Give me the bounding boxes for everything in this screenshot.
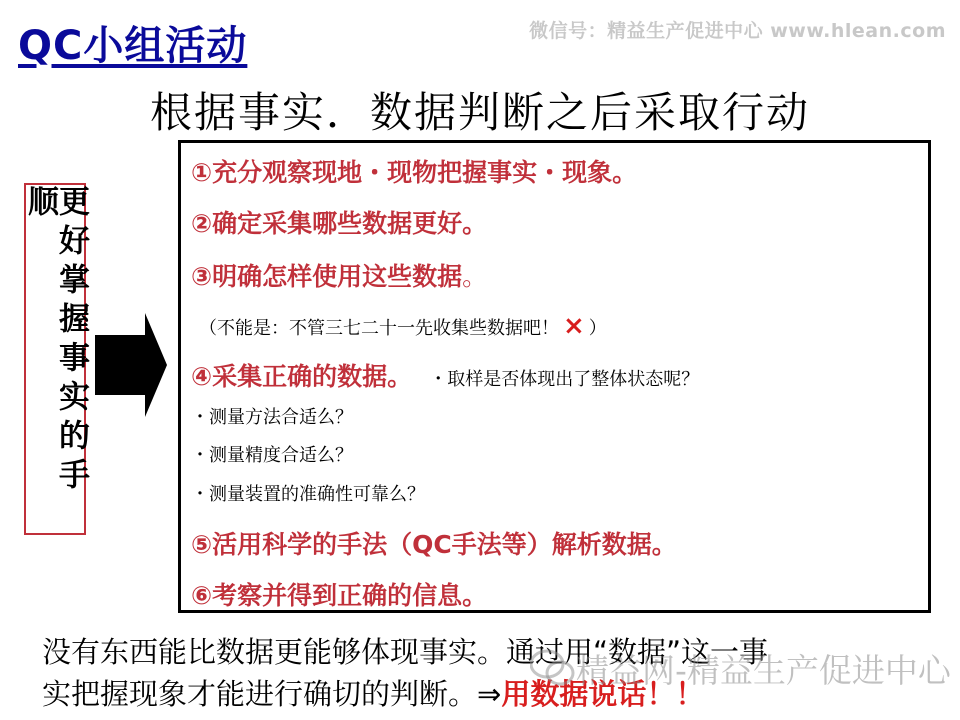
step-3-period: 。 xyxy=(462,262,488,291)
step-2: ②确定采集哪些数据更好。 xyxy=(191,209,488,238)
slide-subtitle: 根据事实．数据判断之后采取行动 xyxy=(149,88,810,137)
sub-item-device: ・测量装置的准确性可靠么？ xyxy=(191,484,425,505)
side-label-box xyxy=(22,183,89,535)
sub-item-precision: ・测量精度合适么？ xyxy=(191,445,353,466)
step-5: ⑤活用科学的手法（QC手法等）解析数据。 xyxy=(191,530,677,559)
step-4-text: ④采集正确的数据。 xyxy=(191,362,413,391)
footer-text: 实把握现象才能进行确切的判断。⇒ xyxy=(42,677,502,711)
step-3-text: ③明确怎样使用这些数据 xyxy=(191,262,463,291)
steps-box xyxy=(178,140,931,613)
side-label: 更好掌握事实的手顺 xyxy=(22,185,89,497)
footer-emphasis: 用数据说话！！ xyxy=(501,677,705,711)
right-arrow-icon xyxy=(95,313,169,417)
page-title: QC小组活动 xyxy=(18,23,248,69)
wechat-logo-icon xyxy=(530,648,576,688)
step-3 xyxy=(191,257,487,293)
watermark-bottom: 精益网-精益生产促进中心 xyxy=(576,651,951,690)
note-text: （不能是：不管三七二十一先收集些数据吧！ xyxy=(199,318,559,339)
step-4-note: ・取样是否体现出了整体状态呢？ xyxy=(429,369,700,390)
sub-item-method: ・测量方法合适么？ xyxy=(191,407,353,428)
step-3-note xyxy=(199,311,607,341)
step-4 xyxy=(191,357,699,393)
step-6: ⑥考察并得到正确的信息。 xyxy=(191,581,488,610)
step-1: ①充分观察现地・现物把握事实・现象。 xyxy=(191,158,638,187)
note-close: ） xyxy=(588,318,607,339)
watermark-top: 微信号：精益生产促进中心 www.hlean.com xyxy=(529,20,946,42)
cross-icon: × xyxy=(563,311,585,341)
footer-line-1: 没有东西能比数据更能够体现事实。通过用“数据”这一事 xyxy=(42,635,769,669)
